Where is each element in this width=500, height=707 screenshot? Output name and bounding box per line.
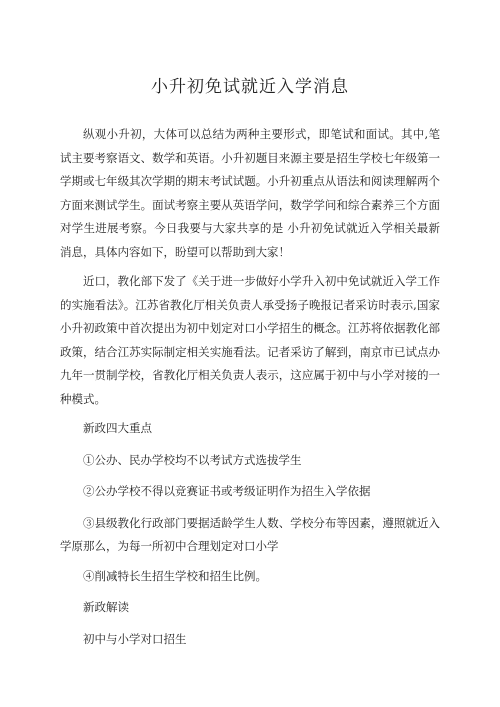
key-point-3: ③县级教化行政部门要据适龄学生人数、学校分布等因素，遵照就近入学原那么，为每一所初中合理划定对口小学 — [60, 515, 440, 553]
section-heading-key-points: 新政四大重点 — [83, 421, 152, 435]
key-point-1: ①公办、民办学校均不以考试方式选拔学生 — [83, 452, 302, 467]
key-point-2: ②公办学校不得以竞赛证书或考级证明作为招生入学依据 — [83, 484, 371, 498]
paragraph-intro: 纵观小升初，大体可以总结为两种主要形式，即笔试和面试。其中,笔试主要考察语文、数学和英语。小升初题目来源主要是招生学校七年级第一学期或七年级其次学期的期末考试试题。小升初重点从语法和阅读理解两个方面来测试学生。面试考察主要从英语学问，数学学问和综合素养三个方面对学生进展考察。今日我要与大家共享的是 小升初免试就近入学相关最新消息，具体内容如下，盼望可以帮助到大家！ — [60, 127, 440, 259]
document-title: 小升初免试就近入学消息 — [151, 77, 349, 97]
section-heading-interpretation: 新政解读 — [83, 600, 129, 614]
paragraph-policy: 近口，教化部下发了《关于进一步做好小学升入初中免试就近入学工作的实施看法》。江苏省教化厅相关负责人承受扬子晚报记者采访时表示,国家小升初政策中首次提出为初中划定对口小学招生的概念。江苏将依据教化部政策，结合江苏实际制定相关实施看法。记者采访了解到，南京市已试点办九年一贯制学校，省教化厅相关负责人表示，这应属于初中与小学对接的一种模式。 — [60, 274, 440, 406]
subheading-admission: 初中与小学对口招生 — [83, 631, 187, 646]
key-point-4: ④削减特长生招生学校和招生比例。 — [83, 568, 267, 583]
